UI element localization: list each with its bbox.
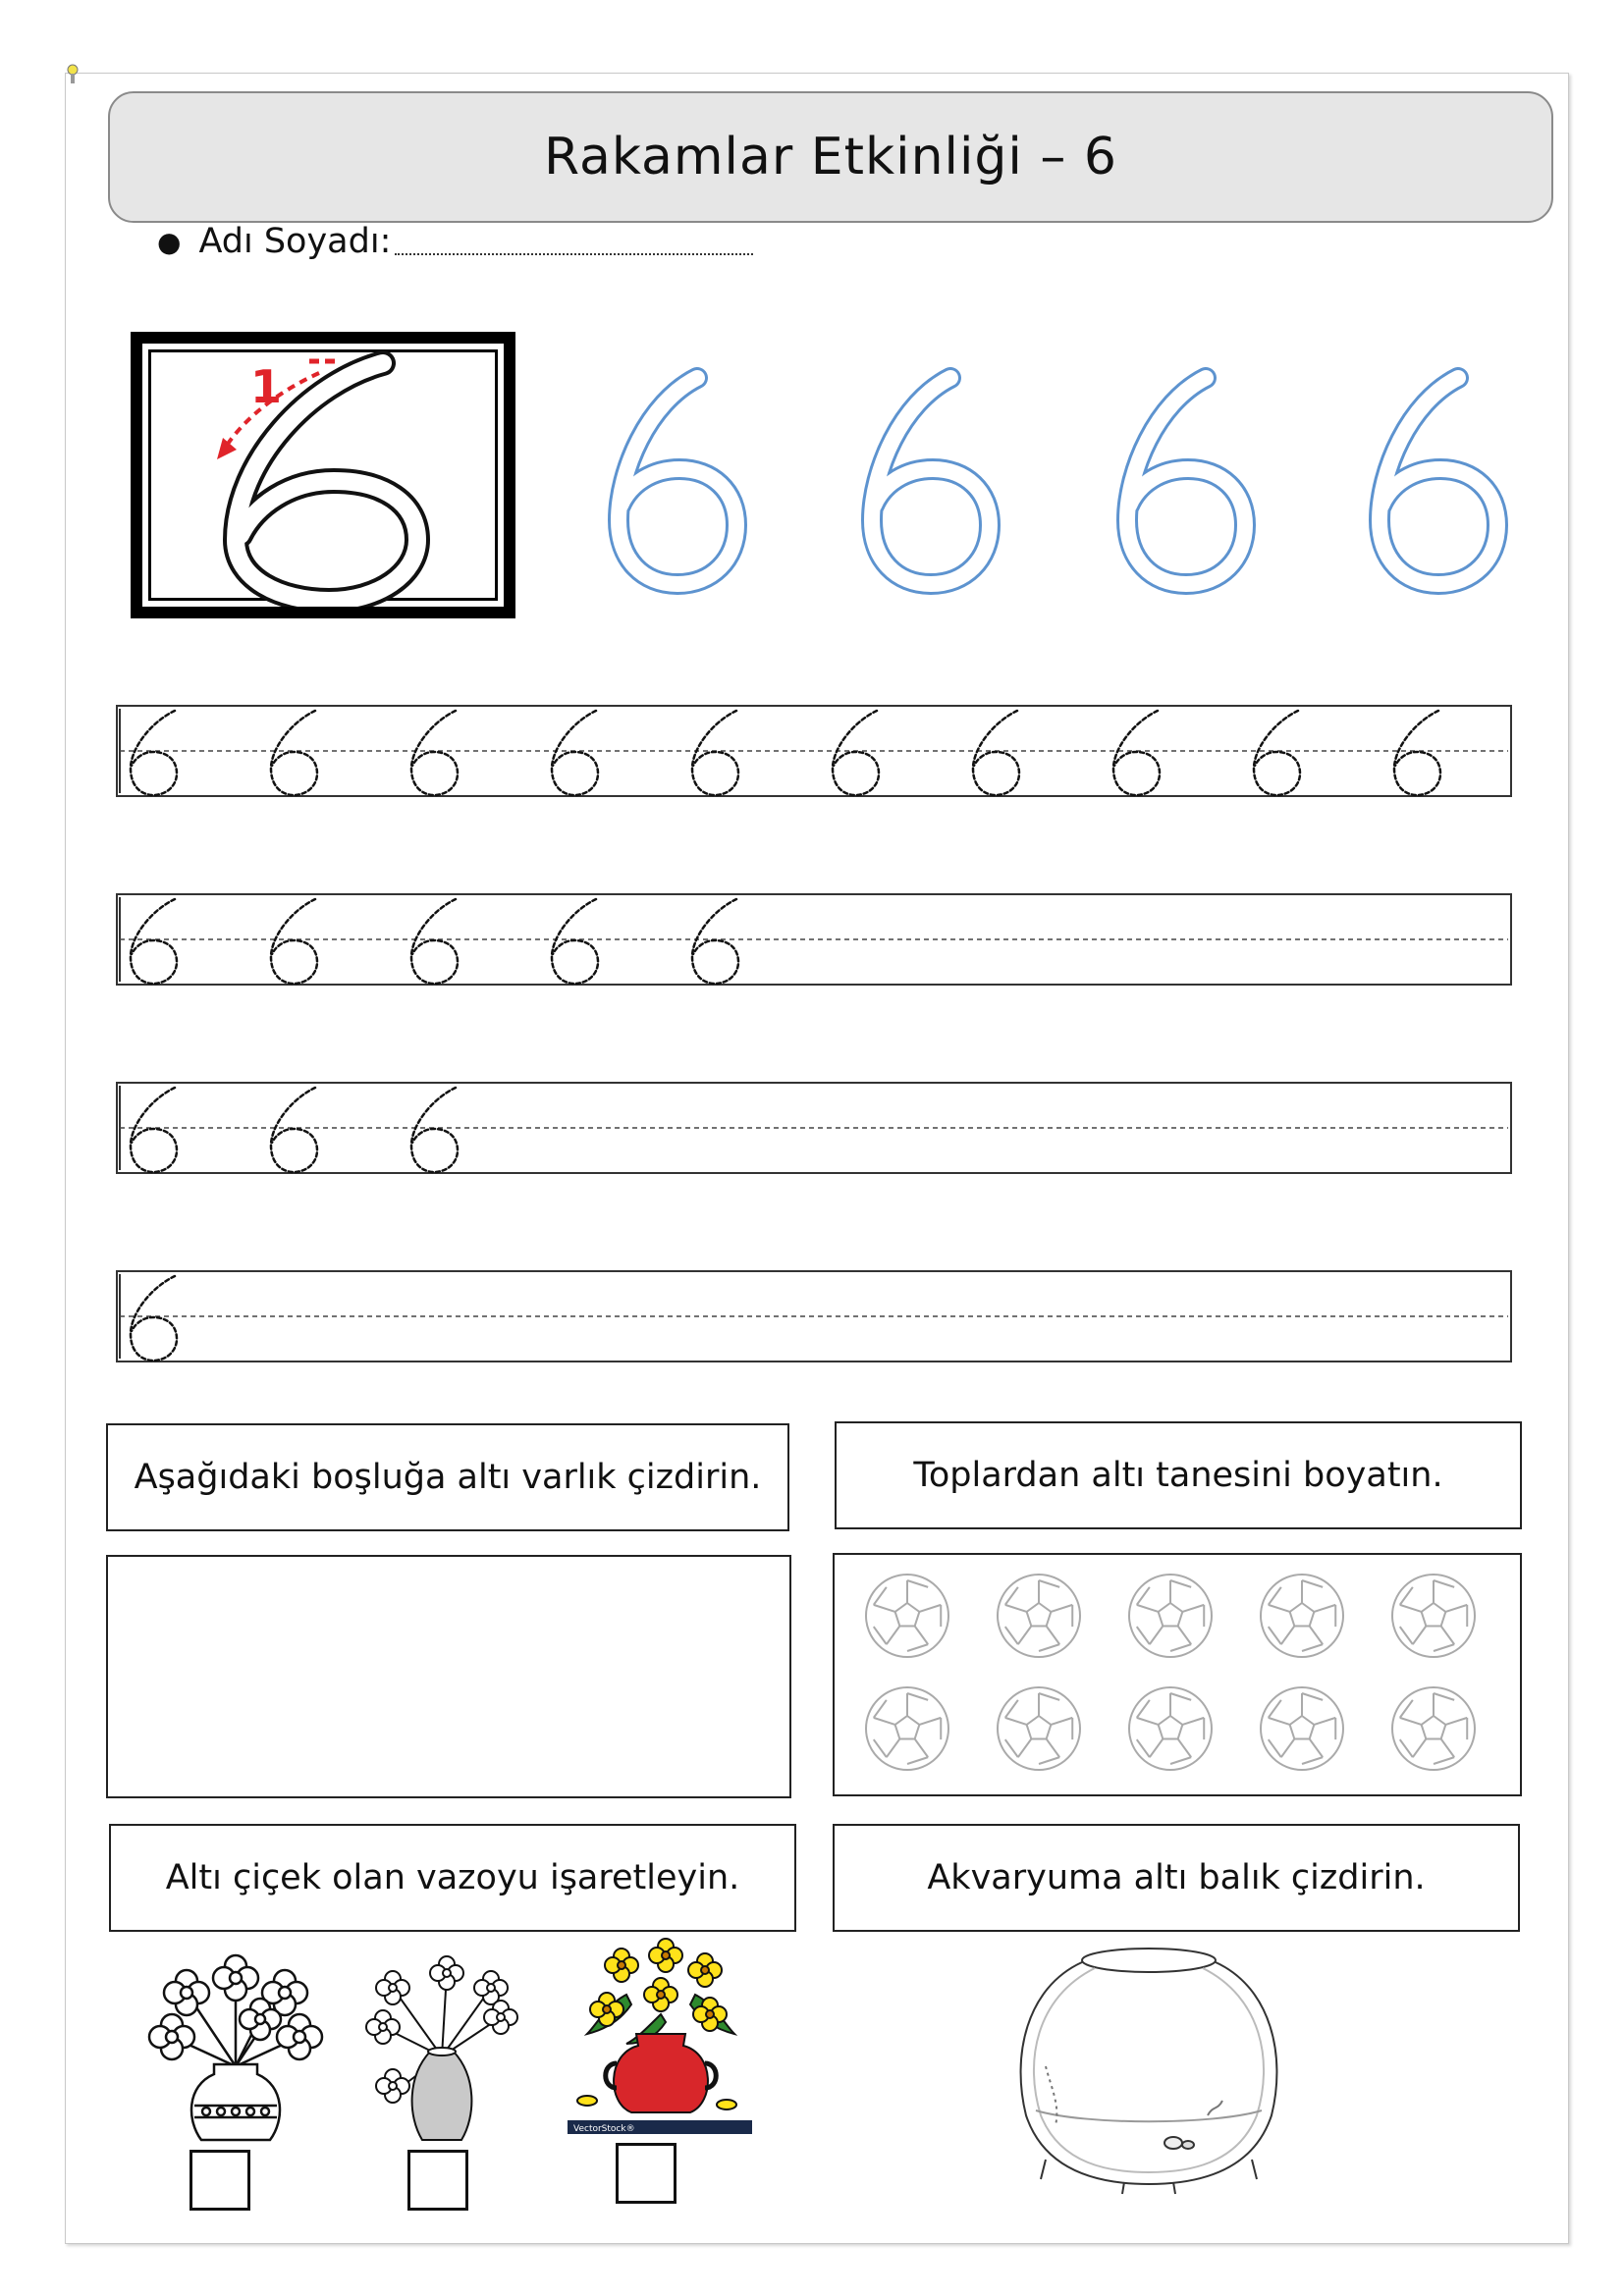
instruction-text: Aşağıdaki boşluğa altı varlık çizdirin.	[134, 1458, 762, 1497]
soccer-ball-icon[interactable]	[998, 1687, 1080, 1770]
instruction-draw-fish	[833, 1824, 1520, 1932]
soccer-ball-icon[interactable]	[1129, 1575, 1212, 1657]
outline-digits	[569, 363, 1551, 599]
bullet-icon: ●	[157, 225, 182, 258]
example-digit-6	[142, 344, 504, 607]
outline-digit-6	[619, 378, 736, 584]
drawing-area	[106, 1555, 791, 1798]
pin-icon	[65, 63, 81, 86]
image-caption: VectorStock®	[573, 2124, 635, 2134]
example-digit-frame	[131, 332, 515, 618]
soccer-ball-icon[interactable]	[1392, 1687, 1475, 1770]
soccer-ball-icon[interactable]	[866, 1687, 948, 1770]
instruction-text: Akvaryuma altı balık çizdirin.	[927, 1858, 1426, 1897]
outline-digit-6	[1380, 378, 1497, 584]
tracing-row[interactable]	[116, 893, 1512, 986]
tracing-row[interactable]	[116, 1270, 1512, 1362]
vase-3-image	[568, 1936, 754, 2137]
soccer-ball-icon[interactable]	[1261, 1575, 1343, 1657]
tracing-row[interactable]	[116, 1082, 1512, 1174]
page-title	[108, 91, 1553, 223]
outline-digit-6	[1127, 378, 1245, 584]
soccer-ball-icon[interactable]	[1261, 1687, 1343, 1770]
vase-3-checkbox[interactable]	[616, 2143, 677, 2204]
instruction-text: Toplardan altı tanesini boyatın.	[913, 1456, 1443, 1495]
soccer-ball-icon[interactable]	[998, 1575, 1080, 1657]
soccer-ball-icon[interactable]	[1392, 1575, 1475, 1657]
soccer-ball-icon[interactable]	[866, 1575, 948, 1657]
vase-1-checkbox[interactable]	[189, 2150, 250, 2211]
soccer-ball-icon[interactable]	[1129, 1687, 1212, 1770]
vase-1-image	[137, 1949, 334, 2145]
vase-2-checkbox[interactable]	[407, 2150, 468, 2211]
instruction-color-balls	[835, 1421, 1522, 1529]
name-label: Adı Soyadı:	[198, 222, 392, 261]
name-field[interactable]	[395, 228, 753, 255]
name-line	[157, 222, 753, 261]
outline-digit-6	[872, 378, 990, 584]
stroke-step-number: 1	[250, 360, 283, 413]
balls-frame	[833, 1553, 1522, 1796]
instruction-draw-six-things	[106, 1423, 789, 1531]
tracing-row[interactable]	[116, 705, 1512, 797]
balls-grid	[835, 1555, 1520, 1794]
vase-2-image	[353, 1949, 530, 2145]
title-text: Rakamlar Etkinliği – 6	[543, 128, 1118, 187]
instruction-mark-vase	[109, 1824, 796, 1932]
instruction-text: Altı çiçek olan vazoyu işaretleyin.	[165, 1858, 740, 1897]
fishbowl-image	[1006, 1939, 1291, 2204]
stroke-arrow-icon	[217, 438, 237, 459]
